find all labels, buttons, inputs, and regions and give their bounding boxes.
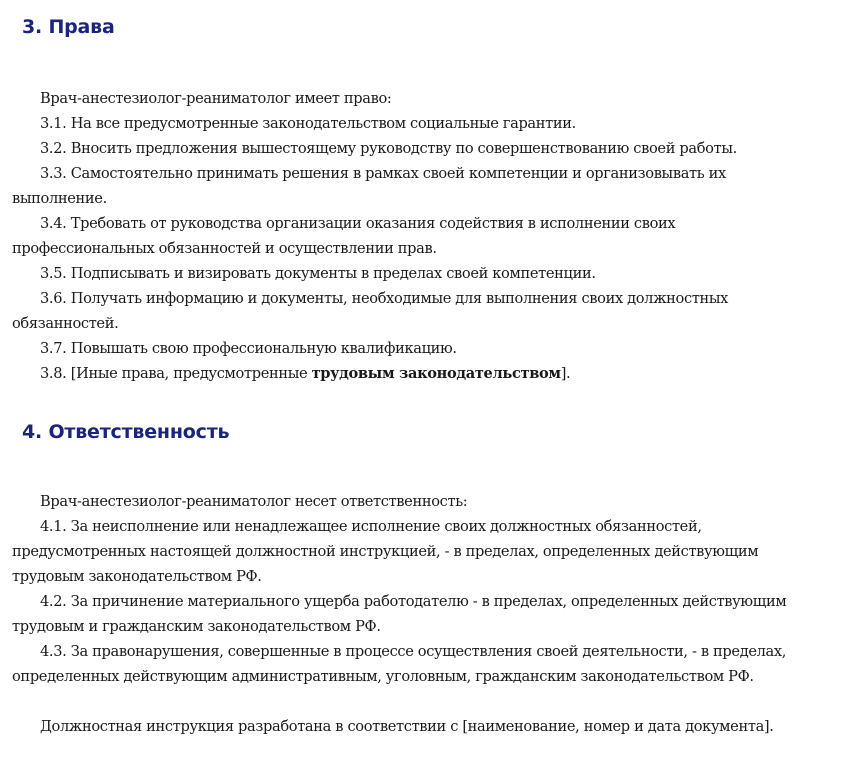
rights-item-3-3-cont: выполнение. [12, 190, 107, 207]
section-3-intro: Врач-анестезиолог-реаниматолог имеет право: [40, 90, 392, 107]
rights-item-3-7: 3.7. Повышать свою профессиональную квалификацию. [40, 340, 457, 357]
resp-item-4-1-cont: предусмотренных настоящей должностной инструкцией, - в пределах, определенных действующим [12, 543, 759, 560]
resp-item-4-3: 4.3. За правонарушения, совершенные в процессе осуществления своей деятельности, - в пределах, [40, 643, 787, 660]
resp-item-4-2-cont: трудовым и гражданским законодательством РФ. [12, 618, 381, 635]
section-4-heading: 4. Ответственность [22, 421, 230, 443]
rights-item-3-4: 3.4. Требовать от руководства организации оказания содействия в исполнении своих [40, 215, 676, 232]
rights-item-3-6-cont: обязанностей. [12, 315, 119, 332]
rights-item-3-8 [40, 361, 852, 386]
rights-item-3-6: 3.6. Получать информацию и документы, необходимые для выполнения своих должностных [40, 290, 729, 307]
rights-item-3-5: 3.5. Подписывать и визировать документы в пределах своей компетенции. [40, 265, 596, 282]
rights-item-3-2: 3.2. Вносить предложения вышестоящему руководству по совершенствованию своей работы. [40, 140, 737, 157]
section-3-heading: 3. Права [22, 16, 115, 38]
resp-item-4-1-cont2: трудовым законодательством РФ. [12, 568, 262, 585]
footer-note: Должностная инструкция разработана в соответствии с [наименование, номер и дата документа]. [40, 718, 774, 735]
rights-item-3-3: 3.3. Самостоятельно принимать решения в рамках своей компетенции и организовывать их [40, 165, 726, 182]
resp-item-4-1: 4.1. За неисполнение или ненадлежащее исполнение своих должностных обязанностей, [40, 518, 702, 535]
rights-item-3-4-cont: профессиональных обязанностей и осуществлении прав. [12, 240, 437, 257]
rights-item-3-1: 3.1. На все предусмотренные законодательством социальные гарантии. [40, 115, 576, 132]
resp-item-4-2: 4.2. За причинение материального ущерба работодателю - в пределах, определенных действующим [40, 593, 787, 610]
resp-item-4-3-cont: определенных действующим административным, уголовным, гражданским законодательством РФ. [12, 668, 754, 685]
section-4-intro: Врач-анестезиолог-реаниматолог несет ответственность: [40, 493, 468, 510]
rights-item-3-8-post: ]. [560, 365, 571, 382]
labor-law-link-text: трудовым законодательством [311, 365, 561, 382]
rights-item-3-8-pre: 3.8. [Иные права, предусмотренные [40, 365, 312, 382]
